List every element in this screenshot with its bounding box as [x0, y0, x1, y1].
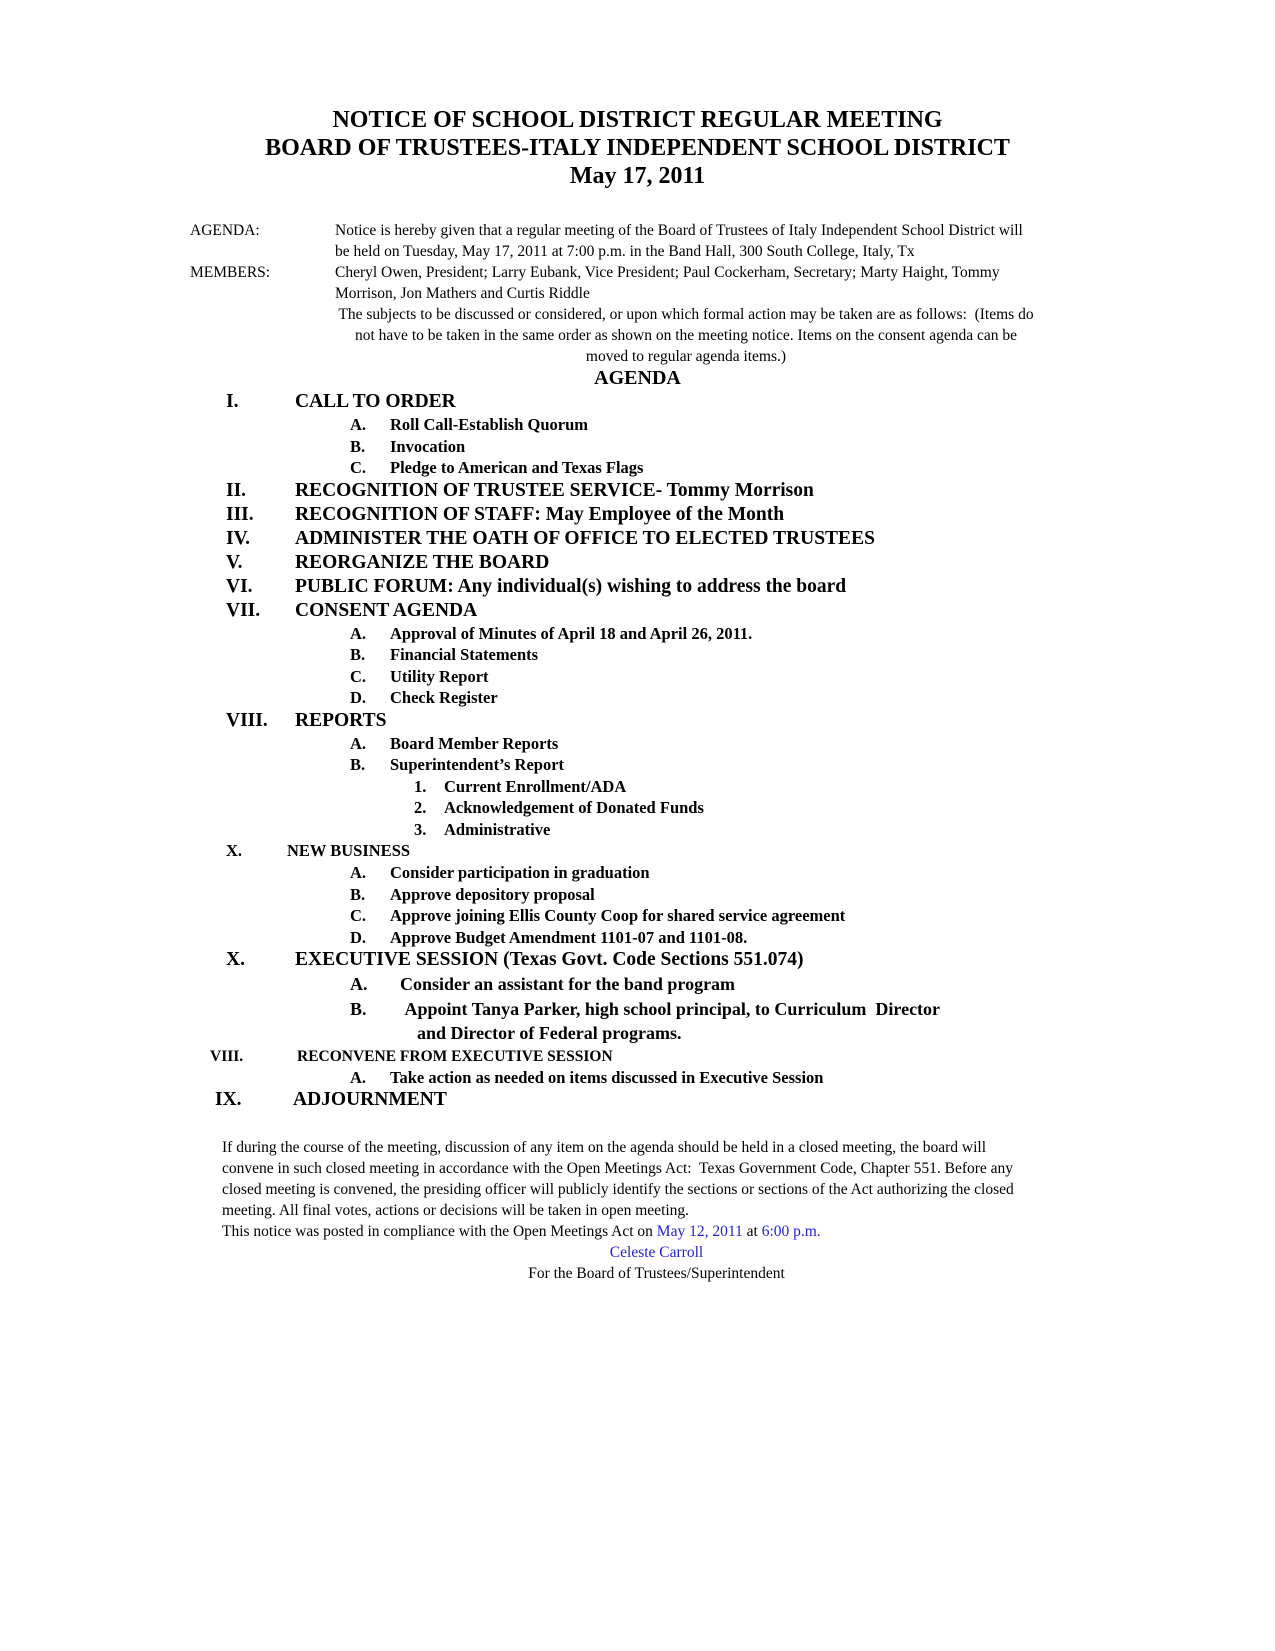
- members-label: MEMBERS:: [190, 264, 271, 281]
- agenda-label: AGENDA:: [190, 222, 260, 239]
- agenda-subitem: [0, 1067, 1275, 1089]
- item-text: Roll Call-Establish Quorum: [390, 415, 589, 434]
- item-numeral: IX.: [215, 1089, 242, 1110]
- item-numeral: B.: [350, 884, 366, 904]
- agenda-notice-line: Notice is hereby given that a regular meeting of the Board of Trustees of Italy Independent School District will: [335, 222, 1023, 239]
- item-text: EXECUTIVE SESSION (Texas Govt. Code Sections 551.074): [295, 949, 804, 970]
- agenda-item: [0, 551, 1275, 575]
- subjects-paragraph: [328, 304, 1044, 367]
- item-numeral: B.: [350, 998, 367, 1019]
- agenda-subitem: [0, 927, 1275, 949]
- item-numeral: B.: [350, 436, 366, 456]
- item-text: Approve Budget Amendment 1101-07 and 1101-08.: [390, 927, 748, 947]
- item-numeral: C.: [350, 458, 367, 477]
- item-text: Take action as needed on items discussed in Executive Session: [390, 1067, 824, 1087]
- document-title: [0, 0, 1275, 190]
- agenda-heading: AGENDA: [594, 367, 681, 389]
- item-numeral: VI.: [226, 575, 253, 597]
- item-numeral: 1.: [414, 776, 427, 796]
- members-line: Cheryl Owen, President; Larry Eubank, Vice President; Paul Cockerham, Secretary; Marty Haight, Tommy: [335, 264, 1000, 281]
- item-text: REORGANIZE THE BOARD: [295, 551, 550, 573]
- members-row: [190, 262, 1275, 304]
- title-line1: NOTICE OF SCHOOL DISTRICT REGULAR MEETING: [332, 107, 943, 133]
- agenda-list: [0, 390, 1275, 1112]
- posting-text: at: [742, 1223, 762, 1240]
- agenda-item: [0, 527, 1275, 551]
- agenda-subitem: [0, 754, 1275, 776]
- item-text: Approve joining Ellis County Coop for shared service agreement: [390, 906, 846, 925]
- agenda-subsubitem: [0, 819, 1275, 841]
- item-numeral: I.: [226, 391, 239, 412]
- item-numeral: C.: [350, 666, 367, 686]
- item-numeral: X.: [226, 949, 245, 970]
- item-text: Utility Report: [390, 666, 489, 686]
- item-numeral: VIII.: [226, 709, 268, 731]
- agenda-subitem: [0, 644, 1275, 666]
- item-text: Acknowledgement of Donated Funds: [444, 798, 704, 817]
- agenda-subitem: [0, 862, 1275, 884]
- item-text: ADJOURNMENT: [293, 1089, 447, 1110]
- item-text: ADMINISTER THE OATH OF OFFICE TO ELECTED TRUSTEES: [295, 527, 875, 549]
- item-numeral: A.: [350, 1067, 367, 1087]
- signer-name: Celeste Carroll: [609, 1244, 704, 1261]
- subjects-line: moved to regular agenda items.): [585, 348, 787, 365]
- title-line2: BOARD OF TRUSTEES-ITALY INDEPENDENT SCHOOL DISTRICT: [265, 135, 1010, 161]
- item-text: Board Member Reports: [390, 733, 559, 753]
- item-numeral: X.: [226, 841, 243, 860]
- agenda-subitem-continuation: [0, 1021, 1275, 1046]
- item-numeral: A.: [350, 415, 367, 434]
- agenda-item: [0, 390, 1275, 414]
- agenda-notice-row: [190, 220, 1275, 262]
- signer-role: For the Board of Trustees/Superintendent: [528, 1265, 785, 1282]
- item-text: CONSENT AGENDA: [295, 599, 478, 621]
- item-numeral: A.: [350, 623, 367, 643]
- item-text: Consider an assistant for the band program: [400, 974, 736, 994]
- item-numeral: V.: [226, 551, 243, 573]
- posting-date: May 12, 2011: [656, 1223, 743, 1240]
- signature-block: [38, 1242, 1275, 1284]
- subjects-line: The subjects to be discussed or considered, or upon which formal action may be taken are as follows: (Items do: [338, 306, 1034, 323]
- agenda-item: [0, 503, 1275, 527]
- agenda-subitem: [0, 884, 1275, 906]
- title-line3-date: May 17, 2011: [569, 163, 706, 189]
- agenda-subitem: [0, 666, 1275, 688]
- agenda-subitem: [0, 414, 1275, 436]
- agenda-item: [0, 479, 1275, 503]
- item-text: Approval of Minutes of April 18 and April 26, 2011.: [390, 623, 753, 643]
- item-text: Superintendent’s Report: [390, 755, 565, 774]
- item-numeral: D.: [350, 927, 367, 947]
- agenda-item: [0, 1046, 1275, 1067]
- agenda-subitem: [0, 457, 1275, 479]
- agenda-subitem: [0, 997, 1275, 1022]
- legal-line: convene in such closed meeting in accordance with the Open Meetings Act: Texas Government Code, Chapter 551. Before any: [222, 1160, 1014, 1177]
- item-text: Appoint Tanya Parker, high school principal, to Curriculum Director: [400, 998, 941, 1019]
- item-numeral: 3.: [414, 819, 427, 839]
- item-numeral: C.: [350, 906, 367, 925]
- item-text: and Director of Federal programs.: [417, 1023, 682, 1043]
- posting-statement: [222, 1221, 1275, 1242]
- legal-line: If during the course of the meeting, discussion of any item on the agenda should be held in a closed meeting, the board will: [222, 1139, 987, 1156]
- agenda-subsubitem: [0, 797, 1275, 819]
- item-numeral: A.: [350, 974, 368, 994]
- item-text: Administrative: [444, 819, 551, 839]
- item-numeral: IV.: [226, 527, 251, 549]
- agenda-subitem: [0, 687, 1275, 709]
- item-text: Check Register: [390, 688, 498, 707]
- item-text: Pledge to American and Texas Flags: [390, 458, 644, 477]
- item-numeral: II.: [226, 479, 247, 501]
- agenda-item: [0, 575, 1275, 599]
- agenda-item: [0, 599, 1275, 623]
- agenda-item: [0, 709, 1275, 733]
- posting-time: 6:00 p.m.: [761, 1223, 821, 1240]
- members-line: Morrison, Jon Mathers and Curtis Riddle: [335, 285, 590, 302]
- item-text: Invocation: [390, 436, 466, 456]
- item-text: Approve depository proposal: [390, 884, 595, 904]
- agenda-item: [0, 1088, 1275, 1112]
- agenda-subitem: [0, 623, 1275, 645]
- item-numeral: A.: [350, 733, 367, 753]
- agenda-item: [0, 840, 1275, 862]
- legal-line: meeting. All final votes, actions or decisions will be taken in open meeting.: [222, 1202, 690, 1219]
- item-text: RECONVENE FROM EXECUTIVE SESSION: [297, 1047, 613, 1065]
- item-text: Consider participation in graduation: [390, 863, 650, 882]
- item-numeral: III.: [226, 503, 254, 525]
- agenda-subitem: [0, 972, 1275, 997]
- item-text: Financial Statements: [390, 645, 539, 664]
- item-numeral: VIII.: [210, 1047, 244, 1065]
- item-numeral: B.: [350, 645, 366, 664]
- item-numeral: VII.: [226, 599, 261, 621]
- item-text: REPORTS: [295, 709, 387, 731]
- item-numeral: A.: [350, 863, 367, 882]
- posting-text: This notice was posted in compliance with the Open Meetings Act on: [222, 1223, 657, 1240]
- subjects-line: not have to be taken in the same order as shown on the meeting notice. Items on the consent agenda can be: [355, 327, 1017, 344]
- item-text: NEW BUSINESS: [287, 841, 411, 860]
- agenda-subitem: [0, 905, 1275, 927]
- preamble: [190, 220, 1275, 367]
- item-numeral: B.: [350, 755, 366, 774]
- agenda-subitem: [0, 733, 1275, 755]
- item-numeral: 2.: [414, 798, 427, 817]
- agenda-item: [0, 948, 1275, 972]
- item-text: RECOGNITION OF STAFF: May Employee of the Month: [295, 503, 785, 525]
- item-text: CALL TO ORDER: [295, 391, 456, 412]
- item-numeral: D.: [350, 688, 367, 707]
- closed-meeting-notice: [222, 1137, 1275, 1221]
- agenda-notice-line: be held on Tuesday, May 17, 2011 at 7:00 p.m. in the Band Hall, 300 South College, Italy, Tx: [335, 243, 915, 260]
- item-text: PUBLIC FORUM: Any individual(s) wishing to address the board: [295, 575, 847, 597]
- agenda-subitem: [0, 436, 1275, 458]
- agenda-subsubitem: [0, 776, 1275, 798]
- legal-line: closed meeting is convened, the presiding officer will publicly identify the sections or sections of the Act authorizing the closed: [222, 1181, 1014, 1198]
- item-text: Current Enrollment/ADA: [444, 776, 627, 796]
- item-text: RECOGNITION OF TRUSTEE SERVICE- Tommy Morrison: [295, 479, 814, 501]
